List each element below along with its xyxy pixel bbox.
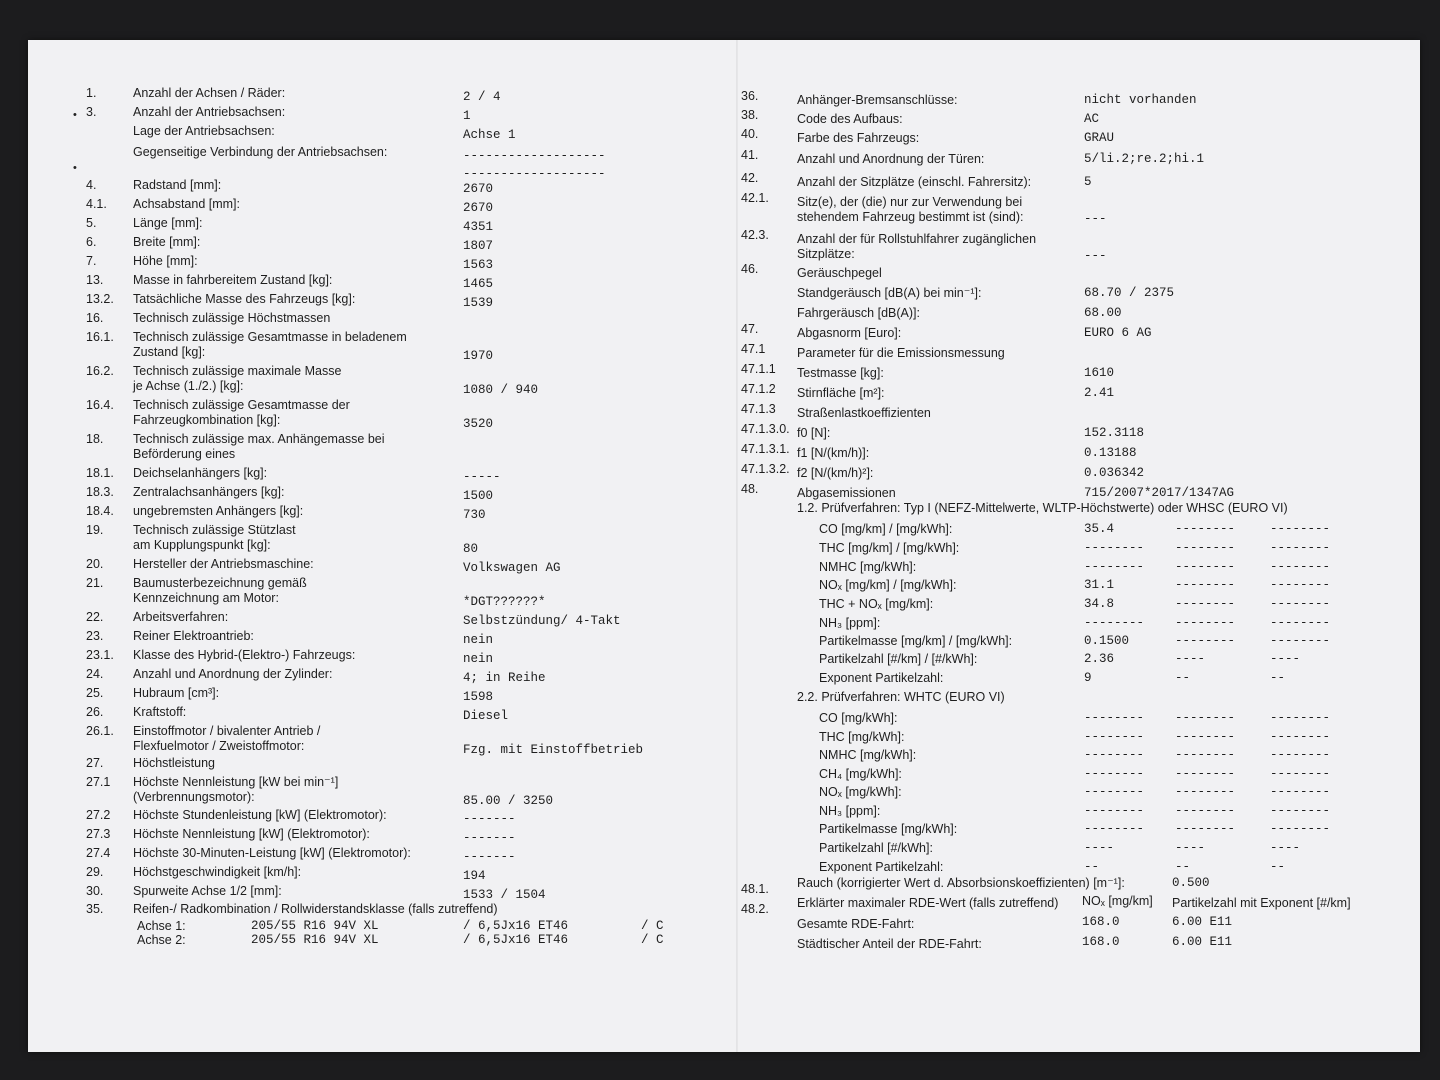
emission-label: Exponent Partikelzahl: [819,860,944,874]
field-value: ------------------- [463,167,606,181]
field-label: Höchste Nennleistung [kW] (Elektromotor): [133,827,370,841]
emission-value: -------- [1175,634,1236,648]
emission-value: -------- [1175,730,1236,744]
tire-size: 205/55 R16 94V XL [251,919,379,933]
field-label: Technisch zulässige Gesamtmasse in beladenem [133,330,407,344]
emission-value: -------- [1270,767,1331,781]
emission-value: -------- [1270,541,1331,555]
field-number: 27.4 [86,846,111,860]
emission-value: -- [1270,671,1286,685]
field-value: 1563 [463,258,494,272]
rim-size: / 6,5Jx16 ET46 [463,933,569,947]
field-number: 3. [86,105,97,119]
field-value: 1970 [463,349,494,363]
field-label: Höchste Stundenleistung [kW] (Elektromotor): [133,808,387,822]
field-number: 1. [86,86,97,100]
field-value: 68.00 [1084,306,1122,320]
field-value: 2670 [463,182,494,196]
field-number: 16. [86,311,104,325]
field-value: 1500 [463,489,494,503]
field-label: Einstoffmotor / bivalenter Antrieb / [133,724,321,738]
field-value: 194 [463,869,486,883]
emission-value: -- [1175,860,1191,874]
field-value: 152.3118 [1084,426,1145,440]
field-label: Sitz(e), der (die) nur zur Verwendung bei [797,195,1023,209]
field-value: 1533 / 1504 [463,888,546,902]
emission-value: -------- [1175,541,1236,555]
field-number: 27. [86,756,104,770]
field-label: Masse in fahrbereitem Zustand [kg]: [133,273,333,287]
field-label: Beförderung eines [133,447,236,461]
resistance-class: / C [641,933,664,947]
pen-mark: • [73,162,77,174]
field-label: ungebremsten Anhängers [kg]: [133,504,304,518]
field-label: Anzahl der Antriebsachsen: [133,105,286,119]
field-label: Standgeräusch [dB(A) bei min⁻¹]: [797,286,982,300]
field-label: Höchste 30-Minuten-Leistung [kW] (Elektromotor): [133,846,411,860]
field-value: ------------------- [463,149,606,163]
field-label: Anzahl und Anordnung der Zylinder: [133,667,333,681]
field-number: 16.2. [86,364,114,378]
emission-label: Partikelmasse [mg/kWh]: [819,822,958,836]
field-label: Anzahl der für Rollstuhlfahrer zugänglichen [797,232,1037,246]
emission-value: -------- [1175,711,1236,725]
field-label: Arbeitsverfahren: [133,610,229,624]
rde-column-header: Partikelzahl mit Exponent [#/km] [1172,896,1351,910]
field-label: Klasse des Hybrid-(Elektro-) Fahrzeugs: [133,648,356,662]
field-number: 47.1.2 [741,382,776,396]
test-procedure-title: 1.2. Prüfverfahren: Typ I (NEFZ-Mittelwerte, WLTP-Höchstwerte) oder WHSC (EURO VI) [797,501,1288,515]
field-number: 47.1.3 [741,402,776,416]
field-label: Deichselanhängers [kg]: [133,466,268,480]
field-value: --- [1084,212,1107,226]
field-label: Testmasse [kg]: [797,366,884,380]
rde-value: 6.00 E11 [1172,915,1233,929]
emission-value: 34.8 [1084,597,1115,611]
field-value: Fzg. mit Einstoffbetrieb [463,743,644,757]
field-number: 47. [741,322,759,336]
field-label: stehendem Fahrzeug bestimmt ist (sind): [797,210,1024,224]
field-value: AC [1084,112,1100,126]
field-value: 4351 [463,220,494,234]
field-number: 47.1 [741,342,766,356]
field-label: je Achse (1./2.) [kg]: [133,379,244,393]
field-number: 40. [741,127,759,141]
field-label: Sitzplätze: [797,247,855,261]
emission-value: -------- [1270,522,1331,536]
field-label: Code des Aufbaus: [797,112,903,126]
emission-value: -------- [1175,597,1236,611]
field-value: 730 [463,508,486,522]
field-label: Technisch zulässige Höchstmassen [133,311,331,325]
field-number: 42.3. [741,228,769,242]
rde-label: Gesamte RDE-Fahrt: [797,917,915,931]
emission-value: -------- [1175,748,1236,762]
emission-label: CO [mg/km] / [mg/kWh]: [819,522,953,536]
emission-value: -- [1175,671,1191,685]
field-label: Erklärter maximaler RDE-Wert (falls zutreffend) [797,896,1059,910]
field-number: 6. [86,235,97,249]
emission-value: -------- [1270,711,1331,725]
field-value: ----- [463,470,501,484]
emission-label: Exponent Partikelzahl: [819,671,944,685]
field-value: nein [463,652,494,666]
emission-label: NH₃ [ppm]: [819,804,881,818]
field-number: 36. [741,89,759,103]
field-label: f2 [N/(km/h)²]: [797,466,874,480]
emission-value: -------- [1175,785,1236,799]
field-value: *DGT??????* [463,595,546,609]
emission-value: -------- [1084,711,1145,725]
field-label: Technisch zulässige Stützlast [133,523,296,537]
emission-value: -------- [1270,578,1331,592]
emission-value: -------- [1175,578,1236,592]
pen-mark: • [73,109,77,121]
field-label: Breite [mm]: [133,235,201,249]
emission-value: -------- [1084,767,1145,781]
field-value: nein [463,633,494,647]
field-number: 5. [86,216,97,230]
field-value: 4; in Reihe [463,671,546,685]
field-value: Volkswagen AG [463,561,561,575]
emission-value: -------- [1270,730,1331,744]
rim-size: / 6,5Jx16 ET46 [463,919,569,933]
emission-label: NOₓ [mg/kWh]: [819,785,902,799]
field-label: Höhe [mm]: [133,254,198,268]
field-label: Kraftstoff: [133,705,187,719]
field-number: 48.2. [741,902,769,916]
emission-value: -------- [1084,804,1145,818]
emission-value: -------- [1270,804,1331,818]
field-value: Achse 1 [463,128,516,142]
emission-label: THC [mg/km] / [mg/kWh]: [819,541,960,555]
emission-value: ---- [1270,652,1301,666]
field-number: 42. [741,171,759,185]
field-number: 47.1.3.0. [741,422,790,436]
field-label: am Kupplungspunkt [kg]: [133,538,271,552]
field-value: 1080 / 940 [463,383,539,397]
emission-value: -------- [1270,785,1331,799]
emission-value: -------- [1084,560,1145,574]
field-label: Gegenseitige Verbindung der Antriebsachsen: [133,145,388,159]
field-number: 18. [86,432,104,446]
emission-value: ---- [1084,841,1115,855]
field-value: ------- [463,850,516,864]
field-number: 47.1.3.1. [741,442,790,456]
field-label: Anzahl der Achsen / Räder: [133,86,286,100]
emission-value: -------- [1084,616,1145,630]
field-number: 7. [86,254,97,268]
emission-value: -------- [1175,804,1236,818]
field-label: Technisch zulässige Gesamtmasse der [133,398,350,412]
field-value: Diesel [463,709,509,723]
emission-label: NMHC [mg/kWh]: [819,748,917,762]
resistance-class: / C [641,919,664,933]
field-value: ------- [463,812,516,826]
field-label: (Verbrennungsmotor): [133,790,255,804]
field-value: 85.00 / 3250 [463,794,554,808]
field-number: 48. [741,482,759,496]
field-label: f1 [N/(km/h)]: [797,446,870,460]
field-label: Höchste Nennleistung [kW bei min⁻¹] [133,775,339,789]
emission-label: NOₓ [mg/km] / [mg/kWh]: [819,578,957,592]
field-label: Kennzeichnung am Motor: [133,591,279,605]
emission-label: Partikelmasse [mg/km] / [mg/kWh]: [819,634,1013,648]
field-label: Achsabstand [mm]: [133,197,240,211]
field-number: 46. [741,262,759,276]
emission-value: -------- [1270,634,1331,648]
emission-value: -------- [1270,560,1331,574]
field-label: Hubraum [cm³]: [133,686,220,700]
field-number: 13.2. [86,292,114,306]
field-value: 0.13188 [1084,446,1137,460]
field-label: f0 [N]: [797,426,831,440]
emission-label: NMHC [mg/kWh]: [819,560,917,574]
field-number: 4.1. [86,197,107,211]
emission-label: CO [mg/kWh]: [819,711,898,725]
field-value: 1807 [463,239,494,253]
field-number: 16.1. [86,330,114,344]
emission-value: ---- [1270,841,1301,855]
field-value: 2.41 [1084,386,1115,400]
emission-value: -------- [1084,730,1145,744]
field-label: Abgasnorm [Euro]: [797,326,902,340]
emission-value: -------- [1270,616,1331,630]
field-label: Flexfuelmotor / Zweistoffmotor: [133,739,305,753]
field-value: 1 [463,109,471,123]
field-label: Fahrgeräusch [dB(A)]: [797,306,920,320]
field-value: 1539 [463,296,494,310]
emission-value: -------- [1084,748,1145,762]
field-value: --- [1084,249,1107,263]
field-value: 715/2007*2017/1347AG [1084,486,1235,500]
emission-value: 35.4 [1084,522,1115,536]
field-number: 35. [86,902,104,916]
rde-value: 6.00 E11 [1172,935,1233,949]
field-number: 27.2 [86,808,111,822]
field-number: 47.1.3.2. [741,462,790,476]
field-value: GRAU [1084,131,1115,145]
emission-value: -- [1270,860,1286,874]
field-label: Reifen-/ Radkombination / Rollwiderstandsklasse (falls zutreffend) [133,902,498,916]
emission-label: THC [mg/kWh]: [819,730,905,744]
field-number: 26.1. [86,724,114,738]
field-label: Farbe des Fahrzeugs: [797,131,920,145]
field-label: Baumusterbezeichnung gemäß [133,576,307,590]
field-label: Zustand [kg]: [133,345,206,359]
emission-value: -- [1084,860,1100,874]
field-label: Höchstgeschwindigkeit [km/h]: [133,865,302,879]
field-label: Parameter für die Emissionsmessung [797,346,1005,360]
field-number: 25. [86,686,104,700]
emission-value: -------- [1084,785,1145,799]
field-label: Technisch zulässige max. Anhängemasse bei [133,432,385,446]
field-number: 48.1. [741,882,769,896]
emission-value: -------- [1270,822,1331,836]
field-value: 80 [463,542,479,556]
rde-value: 168.0 [1082,935,1120,949]
field-label: Geräuschpegel [797,266,882,280]
field-number: 29. [86,865,104,879]
field-label: Rauch (korrigierter Wert d. Absorbsionskoeffizienten) [m⁻¹]: [797,876,1125,890]
field-value: 2 / 4 [463,90,501,104]
field-number: 18.4. [86,504,114,518]
field-value: ------- [463,831,516,845]
field-number: 18.1. [86,466,114,480]
emission-value: -------- [1175,560,1236,574]
field-number: 16.4. [86,398,114,412]
field-label: Hersteller der Antriebsmaschine: [133,557,314,571]
field-value: Selbstzündung/ 4-Takt [463,614,621,628]
field-value: 1465 [463,277,494,291]
emission-label: Partikelzahl [#/kWh]: [819,841,933,855]
field-number: 47.1.1 [741,362,776,376]
field-label: Anhänger-Bremsanschlüsse: [797,93,958,107]
field-value: 1598 [463,690,494,704]
emission-value: ---- [1175,652,1206,666]
field-number: 24. [86,667,104,681]
emission-value: 2.36 [1084,652,1115,666]
field-label: Anzahl und Anordnung der Türen: [797,152,985,166]
rde-value: 168.0 [1082,915,1120,929]
field-number: 27.3 [86,827,111,841]
field-value: nicht vorhanden [1084,93,1197,107]
field-value: 2670 [463,201,494,215]
field-number: 27.1 [86,775,111,789]
emission-value: -------- [1084,541,1145,555]
emission-value: -------- [1175,822,1236,836]
field-label: Stirnfläche [m²]: [797,386,885,400]
rde-label: Städtischer Anteil der RDE-Fahrt: [797,937,982,951]
document-sheet [28,40,1420,1052]
field-label: Anzahl der Sitzplätze (einschl. Fahrersitz): [797,175,1032,189]
emission-label: Partikelzahl [#/km] / [#/kWh]: [819,652,978,666]
emission-value: -------- [1175,616,1236,630]
field-value: 5 [1084,175,1092,189]
field-label: Zentralachsanhängers [kg]: [133,485,285,499]
field-number: 13. [86,273,104,287]
field-number: 23.1. [86,648,114,662]
field-number: 18.3. [86,485,114,499]
field-number: 22. [86,610,104,624]
field-value: 68.70 / 2375 [1084,286,1175,300]
emission-value: 9 [1084,671,1092,685]
test-procedure-title: 2.2. Prüfverfahren: WHTC (EURO VI) [797,690,1005,704]
field-value: EURO 6 AG [1084,326,1152,340]
field-label: Tatsächliche Masse des Fahrzeugs [kg]: [133,292,356,306]
field-label: Straßenlastkoeffizienten [797,406,931,420]
field-label: Radstand [mm]: [133,178,222,192]
emission-label: THC + NOₓ [mg/km]: [819,597,934,611]
field-number: 42.1. [741,191,769,205]
field-label: Fahrzeugkombination [kg]: [133,413,281,427]
emission-value: -------- [1270,597,1331,611]
emission-label: NH₃ [ppm]: [819,616,881,630]
field-label: Spurweite Achse 1/2 [mm]: [133,884,282,898]
emission-value: -------- [1084,822,1145,836]
field-number: 38. [741,108,759,122]
field-label: Abgasemissionen [797,486,896,500]
emission-value: -------- [1270,748,1331,762]
emission-label: CH₄ [mg/kWh]: [819,767,902,781]
tire-axle-label: Achse 2: [137,933,186,947]
field-value: 0.036342 [1084,466,1145,480]
emission-value: -------- [1175,522,1236,536]
field-label: Technisch zulässige maximale Masse [133,364,342,378]
emission-value: ---- [1175,841,1206,855]
field-label: Reiner Elektroantrieb: [133,629,254,643]
field-number: 23. [86,629,104,643]
emission-value: -------- [1175,767,1236,781]
field-value: 3520 [463,417,494,431]
emission-value: 0.1500 [1084,634,1130,648]
field-number: 20. [86,557,104,571]
rde-column-header: NOₓ [mg/km] [1082,894,1153,908]
tire-axle-label: Achse 1: [137,919,186,933]
field-label: Länge [mm]: [133,216,203,230]
field-value: 1610 [1084,366,1115,380]
field-number: 26. [86,705,104,719]
field-number: 30. [86,884,104,898]
field-number: 41. [741,148,759,162]
emission-value: 31.1 [1084,578,1115,592]
field-value: 0.500 [1172,876,1210,890]
field-label: Lage der Antriebsachsen: [133,124,275,138]
field-number: 4. [86,178,97,192]
field-label: Höchstleistung [133,756,215,770]
field-number: 19. [86,523,104,537]
field-value: 5/li.2;re.2;hi.1 [1084,152,1205,166]
field-number: 21. [86,576,104,590]
tire-size: 205/55 R16 94V XL [251,933,379,947]
